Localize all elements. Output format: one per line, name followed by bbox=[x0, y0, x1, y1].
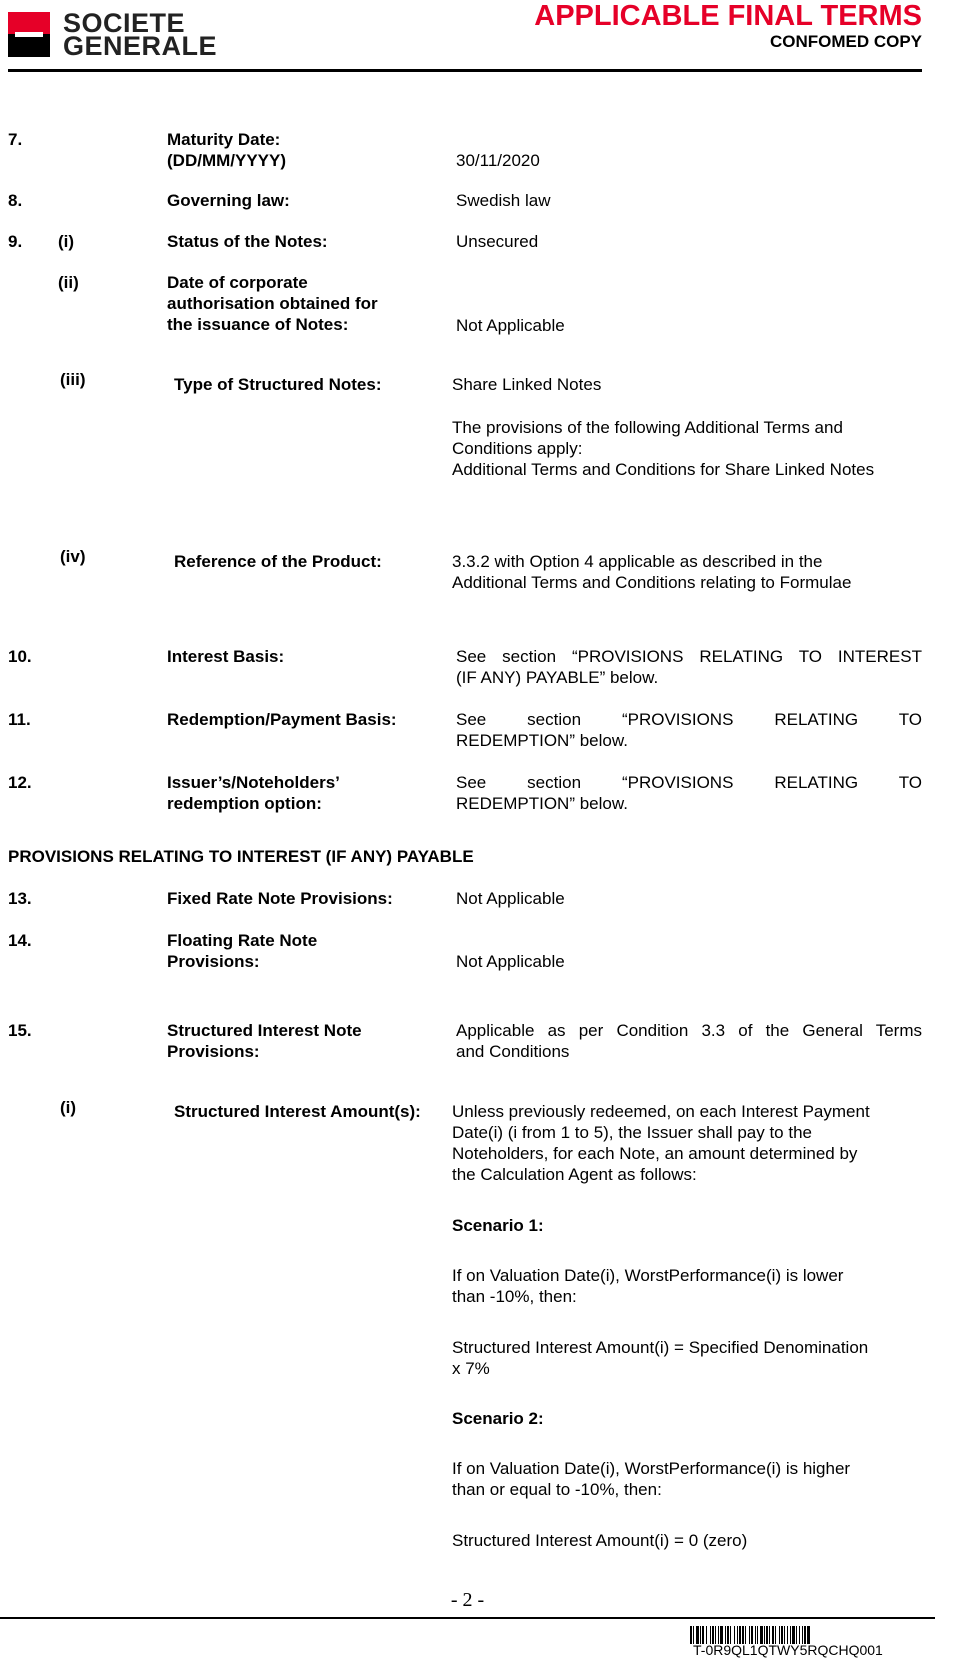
item-9-label: Status of the Notes: bbox=[167, 232, 328, 251]
item-9-sub-iv: (iv) bbox=[60, 547, 86, 566]
item-9-number: 9. bbox=[8, 232, 23, 251]
item-15-label: Structured Interest Note Provisions: bbox=[167, 1021, 362, 1061]
item-10-label: Interest Basis: bbox=[167, 647, 285, 666]
logo-red-block bbox=[8, 12, 50, 34]
societe-generale-logo-mark bbox=[8, 12, 50, 57]
item-9iv-value: 3.3.2 with Option 4 applicable as described in the Additional Terms and Conditions relating to Formulae bbox=[452, 552, 852, 592]
item-12-value-line-1: See section “PROVISIONS RELATING TO bbox=[456, 773, 922, 792]
item-9iii-provisions: The provisions of the following Additional Terms and Conditions apply: Additional Terms and Conditions for Share Linked Notes bbox=[452, 418, 875, 479]
item-9-sub-iii: (iii) bbox=[60, 370, 86, 389]
page-number: - 2 - bbox=[450, 1589, 485, 1611]
item-15i-label: Structured Interest Amount(s): bbox=[174, 1102, 421, 1121]
item-8-number: 8. bbox=[8, 191, 23, 210]
item-9ii-label: Date of corporate authorisation obtained for the issuance of Notes: bbox=[167, 273, 378, 334]
item-8-value: Swedish law bbox=[456, 191, 551, 210]
item-12-number: 12. bbox=[8, 773, 32, 792]
item-9iii-value: Share Linked Notes bbox=[452, 375, 602, 394]
brand-name bbox=[63, 8, 218, 61]
item-12-value-line-2: REDEMPTION” below. bbox=[456, 794, 628, 813]
scenario-2-heading: Scenario 2: bbox=[452, 1409, 544, 1428]
item-14-number: 14. bbox=[8, 931, 32, 950]
item-9-value: Unsecured bbox=[456, 232, 539, 251]
scenario-1-condition: If on Valuation Date(i), WorstPerformance(i) is lower than -10%, then: bbox=[452, 1266, 844, 1306]
logo-black-block bbox=[8, 34, 50, 57]
item-15i-value: Unless previously redeemed, on each Interest Payment Date(i) (i from 1 to 5), the Issuer shall pay to the Noteholders, for each Note, an amount determined by the Calculation Agent as follows: bbox=[452, 1102, 870, 1184]
scenario-2-condition: If on Valuation Date(i), WorstPerformance(i) is higher than or equal to -10%, then: bbox=[452, 1459, 851, 1499]
item-11-value-line-1: See section “PROVISIONS RELATING TO bbox=[456, 710, 922, 729]
item-14-value: Not Applicable bbox=[456, 952, 565, 971]
document-title: APPLICABLE FINAL TERMS bbox=[534, 0, 922, 32]
footer-divider bbox=[0, 1617, 935, 1619]
item-15-value-line-1: Applicable as per Condition 3.3 of the General Terms bbox=[456, 1021, 922, 1040]
item-8-label: Governing law: bbox=[167, 191, 290, 210]
item-11-value-line-2: REDEMPTION” below. bbox=[456, 731, 628, 750]
logo-white-bar bbox=[15, 32, 43, 37]
item-10-number: 10. bbox=[8, 647, 32, 666]
item-9ii-value: Not Applicable bbox=[456, 316, 565, 335]
document-subtitle: CONFOMED COPY bbox=[769, 32, 922, 51]
item-15-sub-i: (i) bbox=[60, 1098, 77, 1117]
item-10-value-line-1: See section “PROVISIONS RELATING TO INTEREST bbox=[456, 647, 922, 666]
item-12-label: Issuer’s/Noteholders’ redemption option: bbox=[167, 773, 340, 813]
item-15-value-line-2: and Conditions bbox=[456, 1042, 570, 1061]
item-7-value: 30/11/2020 bbox=[456, 151, 540, 170]
item-10-value-line-2: (IF ANY) PAYABLE” below. bbox=[456, 668, 659, 687]
item-14-label: Floating Rate Note Provisions: bbox=[167, 931, 318, 971]
brand-line-1: SOCIETE bbox=[63, 8, 186, 38]
section-heading-interest: PROVISIONS RELATING TO INTEREST (IF ANY) PAYABLE bbox=[8, 847, 474, 866]
item-9iii-label: Type of Structured Notes: bbox=[174, 375, 382, 394]
item-13-number: 13. bbox=[8, 889, 32, 908]
item-15-number: 15. bbox=[8, 1021, 32, 1040]
scenario-2-amount: Structured Interest Amount(i) = 0 (zero) bbox=[452, 1531, 748, 1550]
item-7-number: 7. bbox=[8, 130, 23, 149]
brand-line-2: GENERALE bbox=[63, 31, 218, 61]
item-9-sub-i: (i) bbox=[58, 232, 75, 251]
document-code: T-0R9QL1QTWY5RQCHQ001 bbox=[693, 1642, 883, 1658]
item-9iv-label: Reference of the Product: bbox=[174, 552, 382, 571]
item-9-sub-ii: (ii) bbox=[58, 273, 79, 292]
item-11-number: 11. bbox=[8, 710, 31, 729]
scenario-1-heading: Scenario 1: bbox=[452, 1216, 544, 1235]
item-7-label: Maturity Date: (DD/MM/YYYY) bbox=[167, 130, 286, 170]
item-13-value: Not Applicable bbox=[456, 889, 565, 908]
scenario-1-amount: Structured Interest Amount(i) = Specified Denomination x 7% bbox=[452, 1338, 869, 1378]
item-13-label: Fixed Rate Note Provisions: bbox=[167, 889, 393, 908]
header-divider bbox=[8, 69, 922, 72]
item-11-label: Redemption/Payment Basis: bbox=[167, 710, 397, 729]
